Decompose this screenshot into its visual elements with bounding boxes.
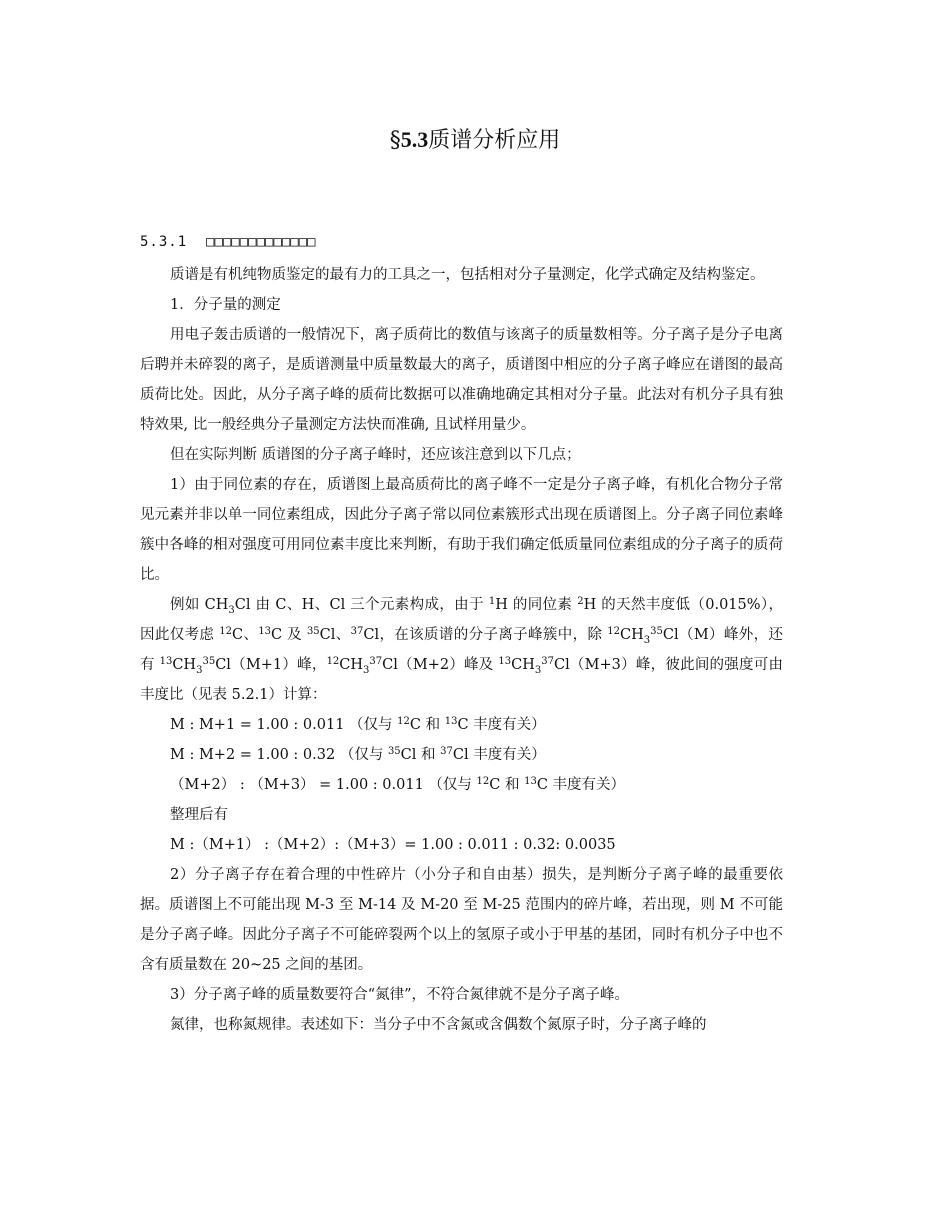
item1-heading: 1．分子量的测定 xyxy=(170,297,281,313)
title-text: 质谱分析应用 xyxy=(428,128,561,153)
paragraph-judgment: 但在实际判断 质谱图的分子离子峰时，还应该注意到以下几点； xyxy=(170,447,581,463)
nitrogen-rule-paragraph: 氮律，也称氮规律。表述如下：当分子中不含氮或含偶数个氮原子时，分子离子峰的 xyxy=(170,1017,707,1033)
point-1: 1）由于同位素的存在，质谱图上最高质荷比的离子峰不一定是分子离子峰，有机化合物分子常见元素并非以单一同位素组成，因此分子离子常以同位素簇形式出现在质谱图上。分子离子同位素峰簇中各峰的相对强度可用同位素丰度比来判断，有助于我们确定低质量同位素组成的分子离子的质荷比。 xyxy=(140,477,783,583)
intro-paragraph: 质谱是有机纯物质鉴定的最有力的工具之一，包括相对分子量测定，化学式确定及结构鉴定。 xyxy=(170,267,765,283)
section-number: 5.3.1 xyxy=(140,234,188,250)
title-number: 5.3 xyxy=(400,127,429,152)
equation-3: （M+2） : （M+3） = 1.00 : 0.011 （仅与 $^{12}$C 和 $^{13}$C 丰度有关） xyxy=(170,776,626,793)
paragraph-molecular-weight: 用电子轰击质谱的一般情况下，离子质荷比的数值与该离子的质量数相等。分子离子是分子电离后聘并未碎裂的离子，是质谱测量中质量数最大的离子，质谱图中相应的分子离子峰应在谱图的最高质荷比处。因此，从分子离子峰的质荷比数据可以准确地确定其相对分子量。此法对有机分子具有独特效果, 比一般经典分子量测定方法快而准确, 且试样用量少。 xyxy=(140,327,783,433)
page-title xyxy=(0,122,950,159)
section-heading xyxy=(140,232,316,252)
equation-1: M : M+1 = 1.00 : 0.011 （仅与 $^{12}$C 和 $^{13}$C 丰度有关） xyxy=(170,716,546,733)
after-label: 整理后有 xyxy=(170,807,228,823)
section-text: □□□□□□□□□□□□□ xyxy=(206,234,316,250)
example-paragraph: 例如 $CH_3Cl$ 由 C、H、Cl 三个元素构成，由于 $^1$H 的同位素 $^2$H 的天然丰度低（0.015%），因此仅考虑 $^{12}$C、$^{13}$C 及 $^{35}$Cl、$^{37}$Cl，在该质谱的分子离子峰簇中，除 $^{12}CH_3^{35}Cl(M)$峰外，还有 $^{13}CH_3^{35}Cl(M+1)$峰，$^{12}CH_3^{37}Cl(M+2)$峰及 $^{13}CH_3^{37}Cl(M+3)$峰，彼此间的强度可由丰度比（见表 5.2.1）计算： xyxy=(140,596,783,703)
point-3: 3）分子离子峰的质量数要符合“氮律”，不符合氮律就不是分子离子峰。 xyxy=(170,987,630,1003)
equation-2: M : M+2 = 1.00 : 0.32 （仅与 $^{35}$Cl 和 $^{37}$Cl 丰度有关） xyxy=(170,746,546,763)
point-2: 2）分子离子存在着合理的中性碎片（小分子和自由基）损失，是判断分子离子峰的最重要依据。质谱图上不可能出现 M-3 至 M-14 及 M-20 至 M-25 范围内的碎片峰，若出现，则 M 不可能是分子离子峰。因此分子离子不可能碎裂两个以上的氢原子或小于甲基的基团，同时有机分子中也不含有质量数在 20~25 之间的基团。 xyxy=(140,867,783,973)
body-text xyxy=(140,260,783,1040)
equation-4: M :（M+1） :（M+2）:（M+3）= 1.00 : 0.011 : 0.32: 0.0035 xyxy=(170,837,616,853)
section-symbol: § xyxy=(389,128,401,153)
